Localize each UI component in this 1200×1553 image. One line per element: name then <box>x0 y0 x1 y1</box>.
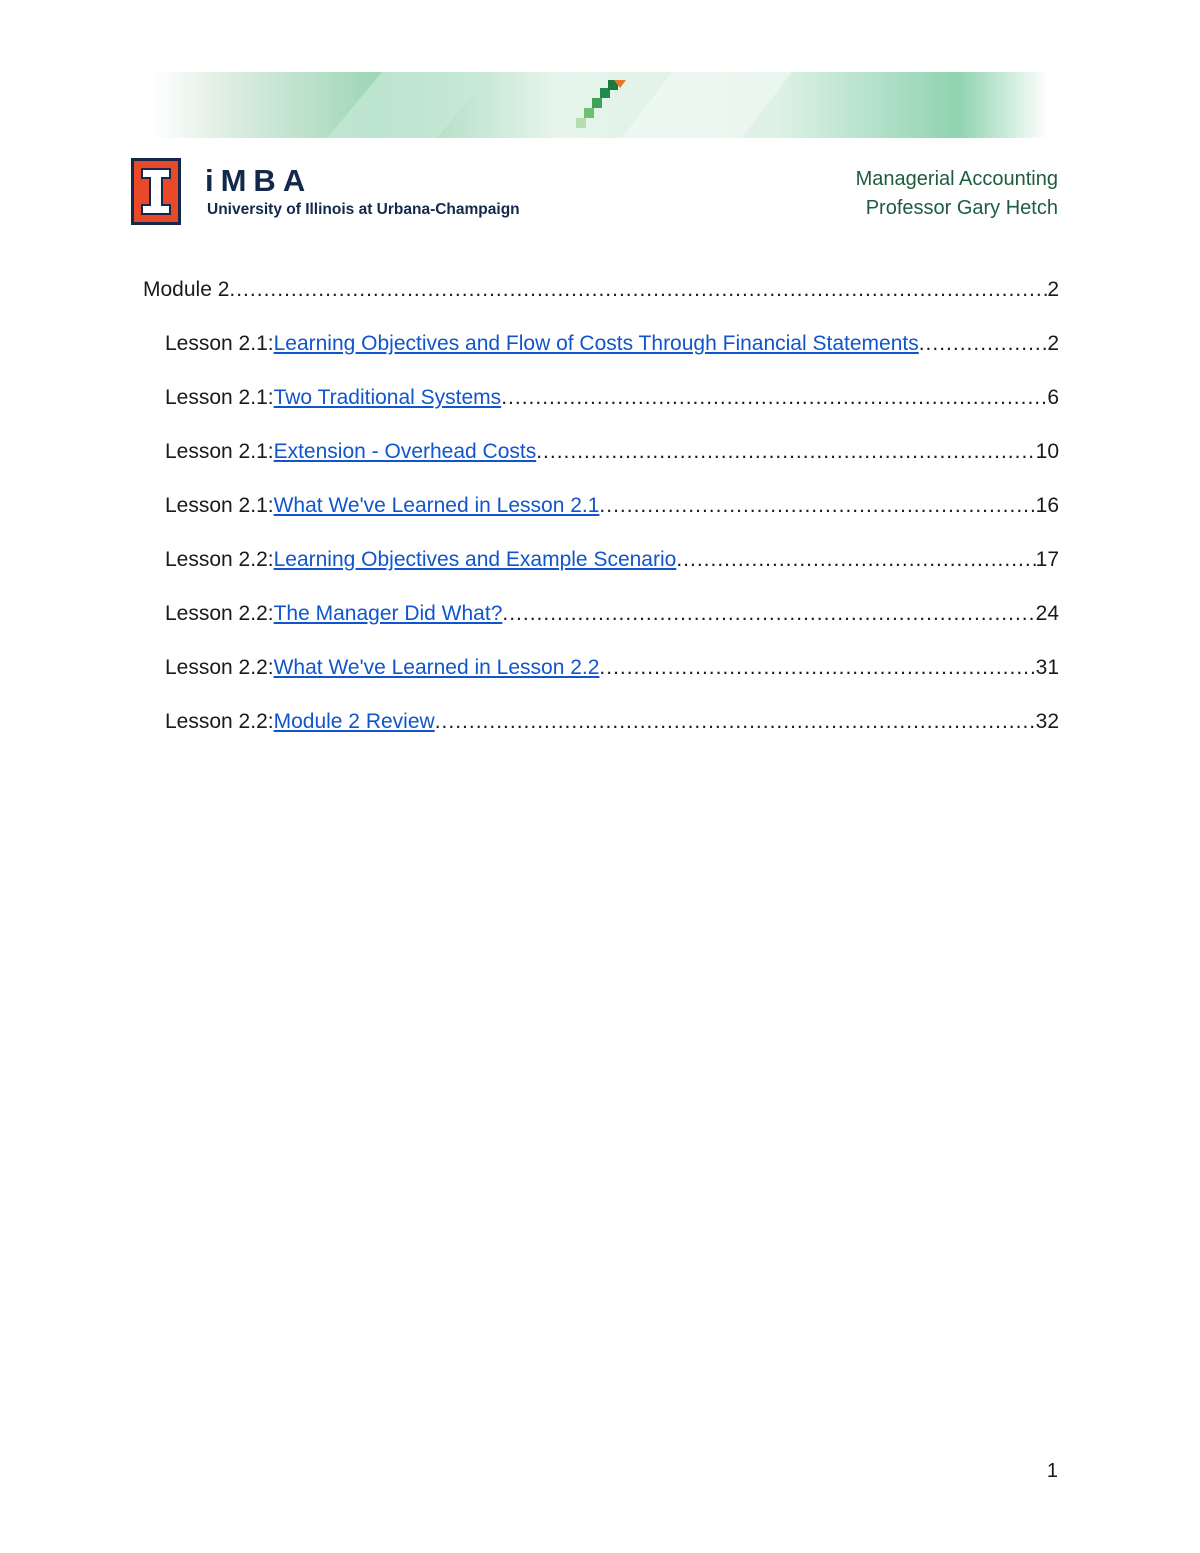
page-number: 1 <box>1046 1460 1058 1482</box>
toc-leader <box>599 653 1035 682</box>
toc-entry <box>143 437 1059 466</box>
toc-entry-prefix: Lesson 2.1: <box>165 332 274 355</box>
toc-entry-link[interactable]: Module 2 Review <box>273 710 435 733</box>
toc-page-number: 10 <box>1035 440 1059 463</box>
imba-logo <box>131 158 551 228</box>
toc-entry <box>143 545 1059 574</box>
toc-page-number: 2 <box>1047 332 1059 355</box>
toc-page-number: 24 <box>1035 602 1059 625</box>
block-i-icon <box>131 158 181 225</box>
toc-page-number: 16 <box>1035 494 1059 517</box>
toc-leader <box>919 329 1048 358</box>
toc-entry <box>143 599 1059 628</box>
toc-leader <box>435 707 1036 736</box>
logo-university: University of Illinois at Urbana-Champaign <box>207 201 520 218</box>
toc-leader <box>536 437 1035 466</box>
toc-entry-prefix: Lesson 2.2: <box>165 548 274 571</box>
toc-entry-prefix: Lesson 2.1: <box>165 440 274 463</box>
toc-entry-prefix: Lesson 2.2: <box>165 710 274 733</box>
toc-entry-link[interactable]: Learning Objectives and Flow of Costs Through Financial Statements <box>273 332 919 355</box>
toc-leader <box>599 491 1035 520</box>
toc-page-number: 6 <box>1047 386 1059 409</box>
toc-leader <box>502 599 1035 628</box>
toc-entry <box>143 383 1059 412</box>
toc-entry-link[interactable]: Learning Objectives and Example Scenario <box>273 548 677 571</box>
toc-entry-link[interactable]: What We've Learned in Lesson 2.1 <box>273 494 600 517</box>
toc-entry-prefix: Lesson 2.2: <box>165 602 274 625</box>
toc-entry-link[interactable]: Two Traditional Systems <box>273 386 502 409</box>
toc-entry-link[interactable]: What We've Learned in Lesson 2.2 <box>273 656 600 679</box>
toc-entry-link[interactable]: The Manager Did What? <box>273 602 503 625</box>
professor-name: Professor Gary Hetch <box>865 197 1058 219</box>
toc-entry-prefix: Lesson 2.1: <box>165 386 274 409</box>
toc-leader <box>229 275 1047 304</box>
header-banner <box>152 72 1048 138</box>
banner-graphic <box>152 72 1048 138</box>
toc-entry-prefix: Lesson 2.1: <box>165 494 274 517</box>
toc-entry-link[interactable]: Extension - Overhead Costs <box>273 440 537 463</box>
toc-page-number: 31 <box>1035 656 1059 679</box>
toc-page-number: 17 <box>1035 548 1059 571</box>
toc-module-label: Module 2 <box>143 278 230 301</box>
logo-brand: iMBA <box>205 163 313 198</box>
table-of-contents <box>143 275 1059 761</box>
course-header <box>856 165 1058 223</box>
toc-page-number: 2 <box>1047 278 1059 301</box>
toc-entry <box>143 653 1059 682</box>
toc-entry-prefix: Lesson 2.2: <box>165 656 274 679</box>
toc-entry <box>143 707 1059 736</box>
toc-leader <box>676 545 1035 574</box>
course-title: Managerial Accounting <box>855 168 1058 190</box>
toc-page-number: 32 <box>1035 710 1059 733</box>
toc-entry <box>143 329 1059 358</box>
toc-leader <box>501 383 1047 412</box>
toc-entry <box>143 491 1059 520</box>
toc-module-row[interactable] <box>143 275 1059 304</box>
